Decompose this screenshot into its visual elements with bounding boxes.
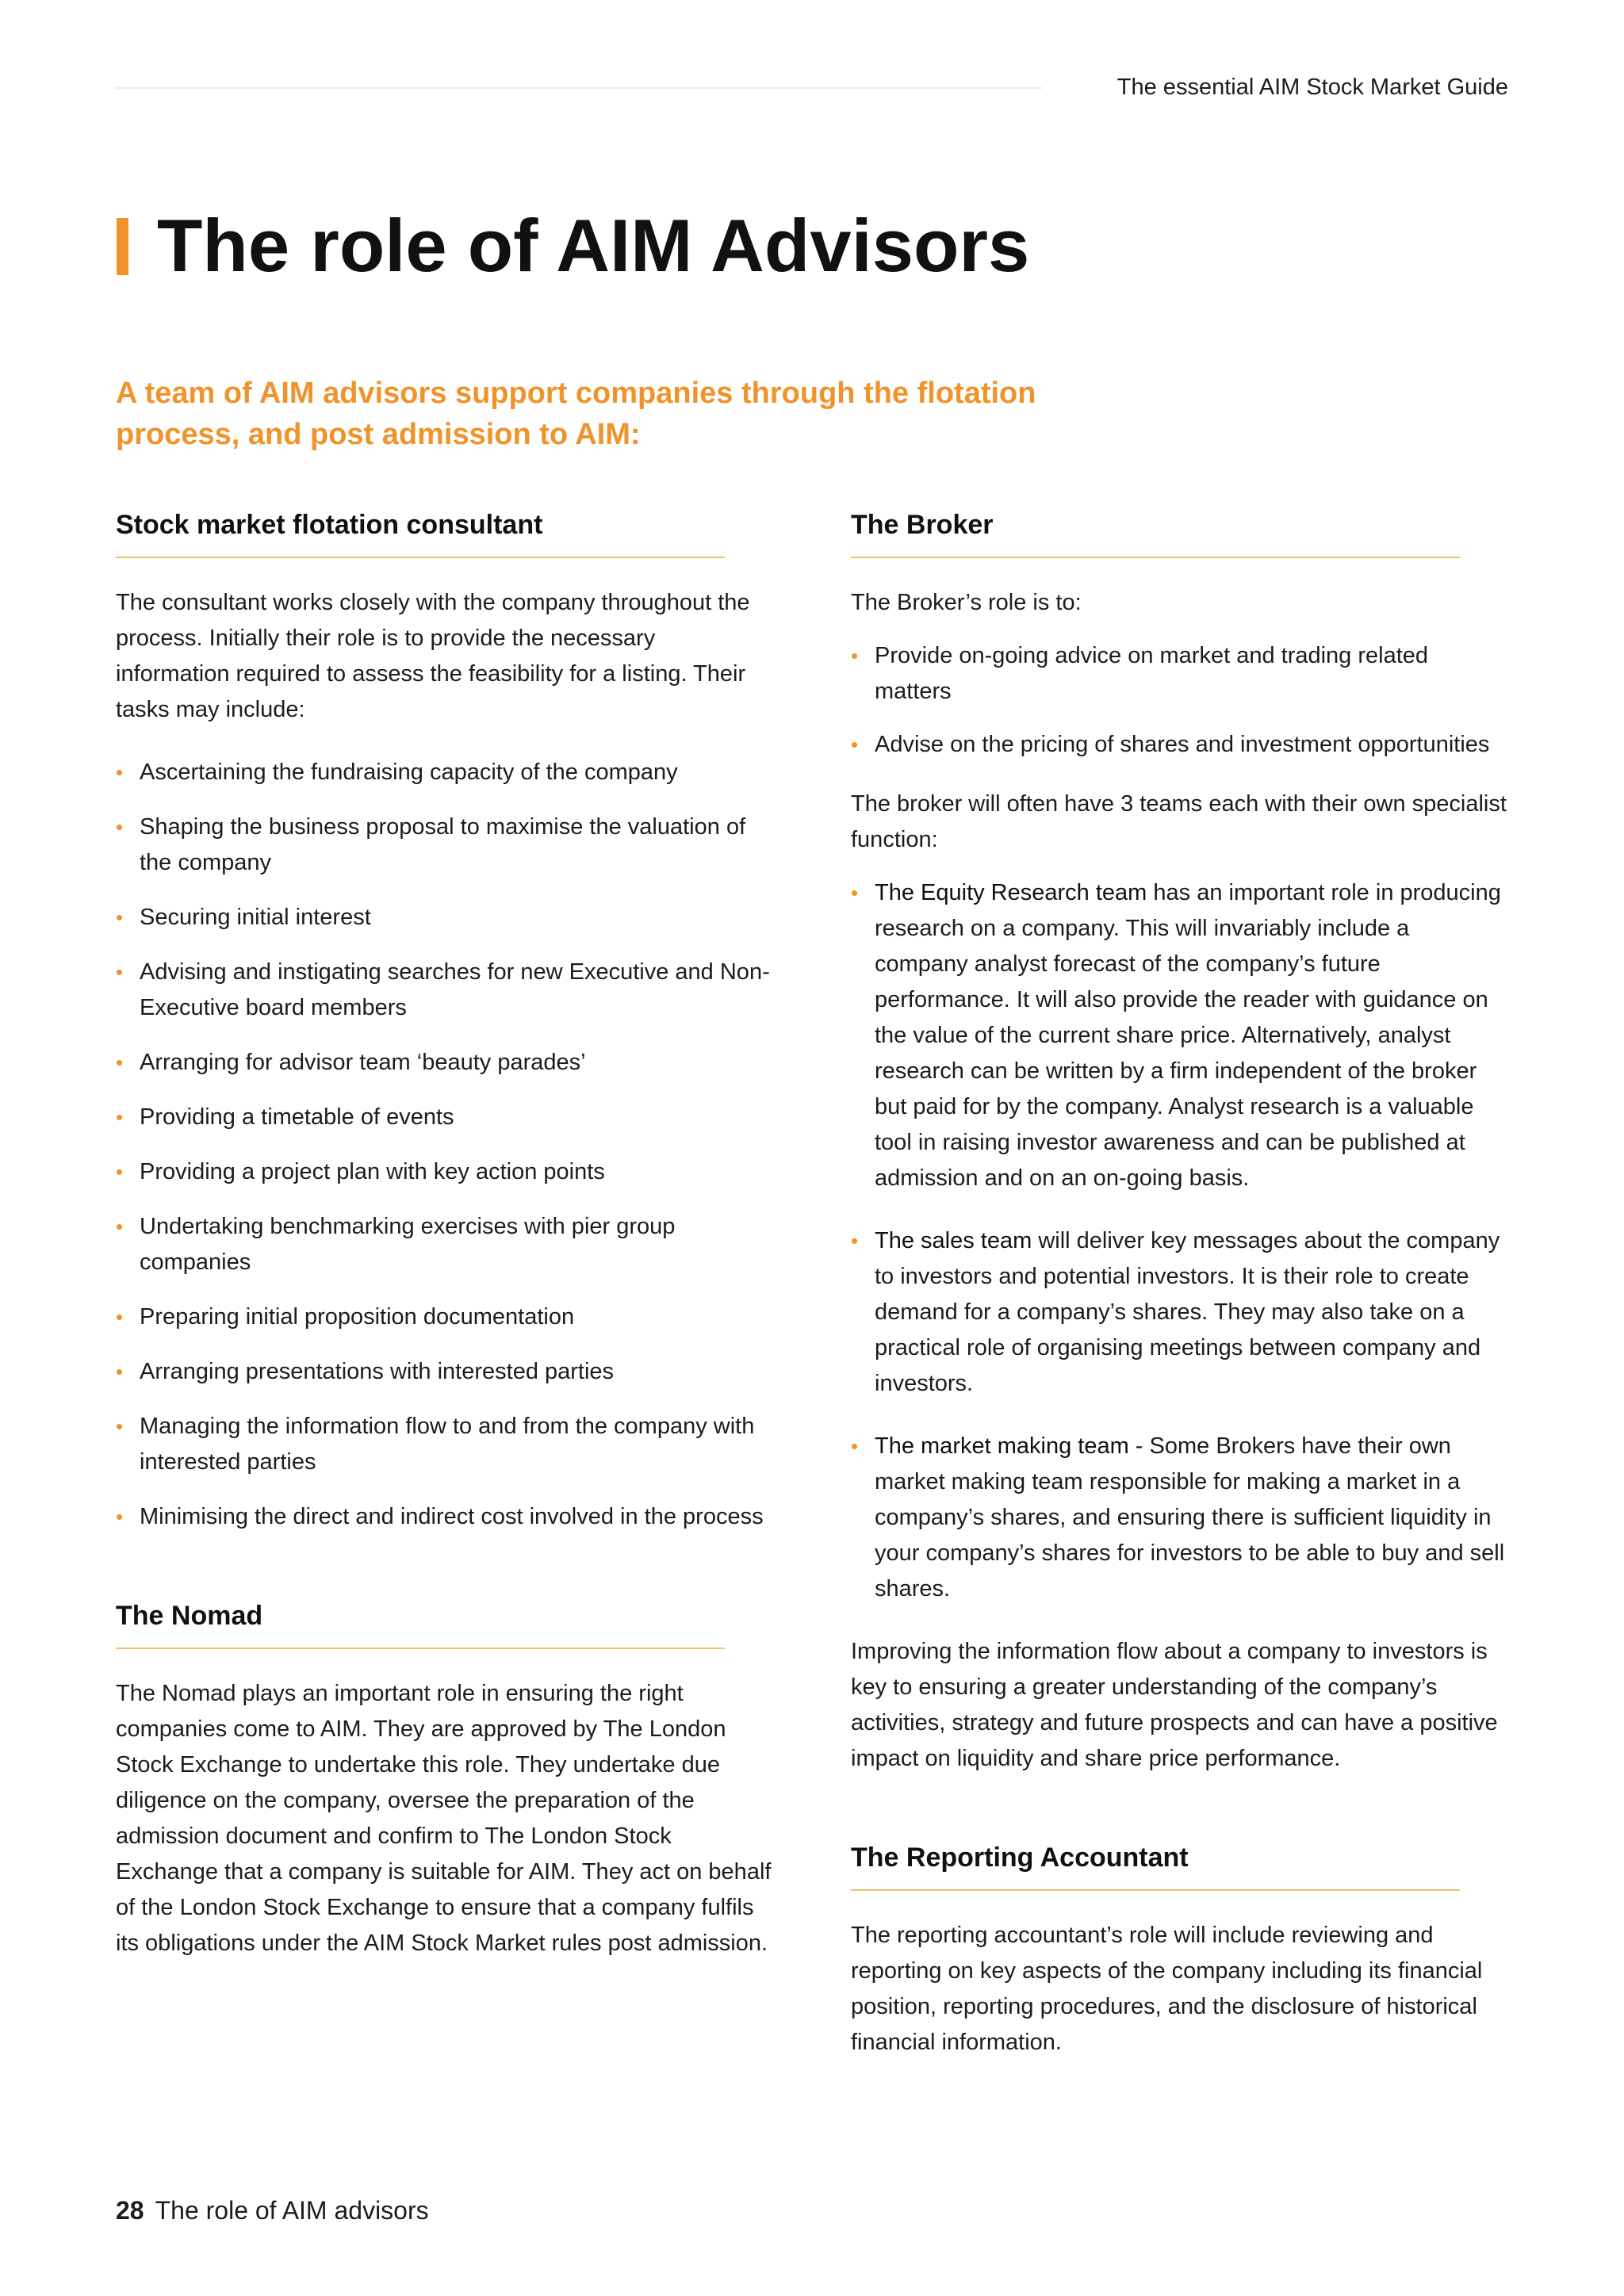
bullet-icon: •	[851, 881, 859, 905]
list-item-text: Provide on-going advice on market and trading related matters	[875, 643, 1429, 704]
bullet-icon: •	[116, 960, 124, 984]
bullet-icon: •	[116, 1050, 124, 1074]
intro-subheading: A team of AIM advisors support companies through the flotation process, and post admission to AIM:	[116, 377, 1036, 451]
consultant-task-item	[116, 1209, 774, 1280]
list-item-text: Securing initial interest	[140, 905, 371, 930]
consultant-task-item	[116, 1045, 774, 1081]
broker-teams-intro: The broker will often have 3 teams each with their own specialist function:	[851, 791, 1507, 852]
nomad-section	[116, 1598, 774, 1961]
consultant-task-item	[116, 1299, 774, 1335]
bullet-icon: •	[116, 1105, 124, 1129]
broker-team-list	[851, 875, 1509, 1607]
broker-role-list	[851, 638, 1509, 763]
bullet-icon: •	[851, 644, 859, 668]
list-item-text: Managing the information flow to and from the company with interested parties	[140, 1414, 755, 1475]
consultant-body: The consultant works closely with the company throughout the process. Initially their role is to provide the necessary information required to assess the feasibility for a listing. Their tasks may include:	[116, 590, 750, 722]
consultant-task-item	[116, 900, 774, 936]
page-footer	[116, 2196, 429, 2225]
page-title: The role of AIM Advisors	[157, 204, 1030, 287]
bullet-icon: •	[116, 1305, 124, 1329]
consultant-task-item	[116, 1499, 774, 1535]
broker-role-item	[851, 638, 1509, 710]
footer-section-label: The role of AIM advisors	[155, 2196, 429, 2225]
accountant-heading: The Reporting Accountant	[851, 1840, 1460, 1891]
consultant-task-item	[116, 955, 774, 1026]
consultant-task-item	[116, 809, 774, 881]
bullet-icon: •	[851, 733, 859, 756]
consultant-task-item	[116, 755, 774, 790]
consultant-section	[116, 507, 774, 1535]
list-item-text: Minimising the direct and indirect cost involved in the process	[140, 1504, 764, 1529]
left-column	[116, 507, 774, 1961]
broker-team-item	[851, 1223, 1509, 1402]
consultant-task-item	[116, 1154, 774, 1190]
list-item-text: Arranging presentations with interested parties	[140, 1359, 615, 1384]
team-name: The sales team	[875, 1228, 1032, 1253]
bullet-icon: •	[116, 905, 124, 929]
consultant-task-list	[116, 755, 774, 1535]
list-item-text: Advise on the pricing of shares and investment opportunities	[875, 732, 1490, 757]
bullet-icon: •	[116, 815, 124, 839]
consultant-task-item	[116, 1409, 774, 1480]
consultant-task-item	[116, 1354, 774, 1390]
bullet-icon: •	[851, 1434, 859, 1458]
bullet-icon: •	[851, 1229, 859, 1253]
accountant-body: The reporting accountant’s role will include reviewing and reporting on key aspects of the company including its financial position, reporting procedures, and the disclosure of historical financial information.	[851, 1923, 1483, 2055]
team-description: has an important role in producing research on a company. This will invariably include a company analyst forecast of the company’s future performance. It will also provide the reader with guidance on the value of the current share price. Alternatively, analyst research can be written by a firm independent of the broker but paid for by the company. Analyst research is a valuable tool in raising investor awareness and can be published at admission and on an on-going basis.	[875, 880, 1501, 1191]
bullet-icon: •	[116, 1505, 124, 1529]
page-number: 28	[116, 2196, 144, 2225]
bullet-icon: •	[116, 1160, 124, 1184]
broker-team-item	[851, 1429, 1509, 1607]
list-item-text: Advising and instigating searches for new Executive and Non-Executive board members	[140, 959, 770, 1020]
header-rule	[116, 87, 1042, 89]
right-column	[851, 507, 1509, 2061]
team-description: will deliver key messages about the company to investors and potential investors. It is their role to create demand for a company’s shares. They may also take on a practical role of organising meetings between company and investors.	[875, 1228, 1500, 1396]
list-item-text: Ascertaining the fundraising capacity of the company	[140, 760, 678, 785]
bullet-icon: •	[116, 1215, 124, 1238]
bullet-icon: •	[116, 1414, 124, 1438]
consultant-task-item	[116, 1100, 774, 1135]
broker-closing: Improving the information flow about a company to investors is key to ensuring a greater understanding of the company’s activities, strategy and future prospects and can have a positive impact on liquidity and share price performance.	[851, 1639, 1498, 1771]
title-accent-bar	[117, 218, 128, 275]
team-name: The Equity Research team	[875, 880, 1147, 905]
bullet-icon: •	[116, 1360, 124, 1383]
list-item-text: Shaping the business proposal to maximise the valuation of the company	[140, 814, 746, 875]
list-item-text: Preparing initial proposition documentation	[140, 1304, 575, 1330]
broker-team-item	[851, 875, 1509, 1196]
list-item-text: Arranging for advisor team ‘beauty parades’	[140, 1050, 586, 1075]
team-description: - Some Brokers have their own market making team responsible for making a market in a company’s shares, and ensuring there is sufficient liquidity in your company’s shares for investors to be able to buy and sell shares.	[875, 1433, 1505, 1601]
list-item-text: Providing a timetable of events	[140, 1104, 454, 1130]
running-header: The essential AIM Stock Market Guide	[1116, 75, 1508, 100]
team-name: The market making team	[875, 1433, 1129, 1459]
nomad-heading: The Nomad	[116, 1598, 725, 1649]
bullet-icon: •	[116, 760, 124, 784]
broker-role-item	[851, 727, 1509, 763]
nomad-body: The Nomad plays an important role in ensuring the right companies come to AIM. They are approved by The London Stock Exchange to undertake this role. They undertake due diligence on the company, oversee the preparation of the admission document and confirm to The London Stock Exchange that a company is suitable for AIM. They act on behalf of the London Stock Exchange to ensure that a company fulfils its obligations under the AIM Stock Market rules post admission.	[116, 1681, 772, 1956]
broker-intro: The Broker’s role is to:	[851, 590, 1082, 615]
accountant-section	[851, 1840, 1509, 2061]
broker-heading: The Broker	[851, 507, 1460, 558]
broker-section	[851, 507, 1509, 1777]
consultant-heading: Stock market flotation consultant	[116, 507, 725, 558]
list-item-text: Undertaking benchmarking exercises with pier group companies	[140, 1214, 676, 1275]
list-item-text: Providing a project plan with key action points	[140, 1159, 605, 1184]
